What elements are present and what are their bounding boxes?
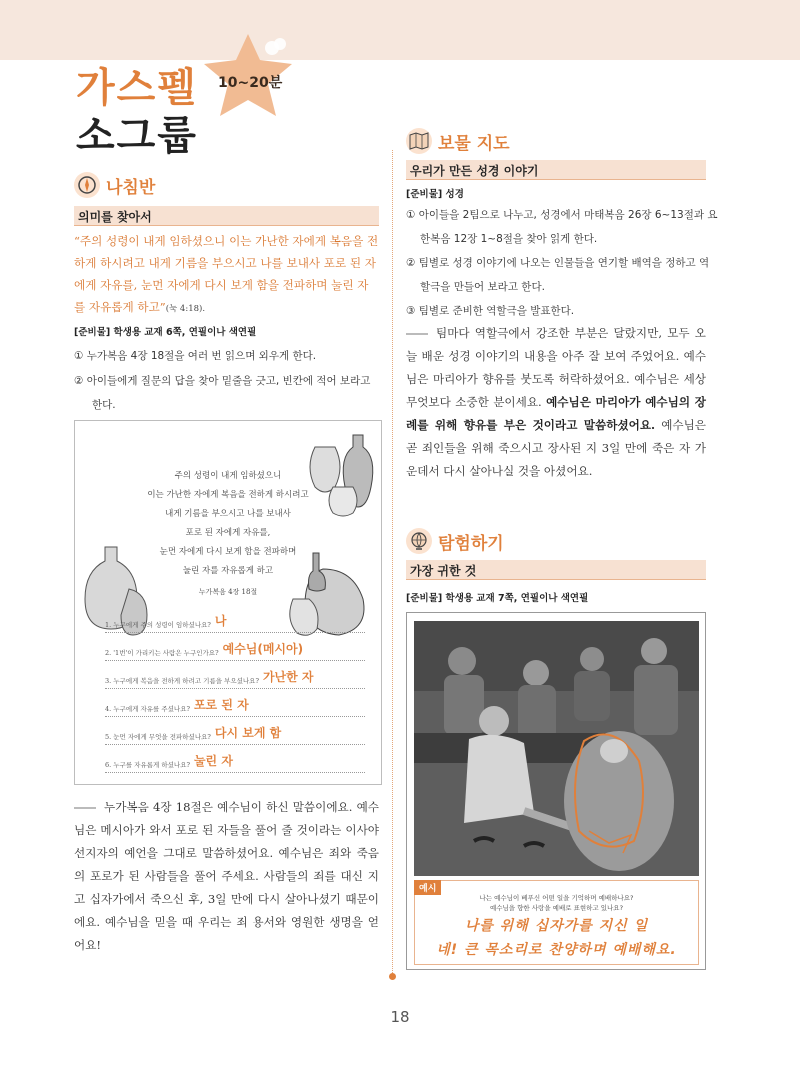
ws-question-2 [105,639,365,661]
header-band [0,0,800,60]
ws-answer-3: 가난한 자 [262,670,314,684]
map-icon [406,128,432,154]
ws-line-5: 눈먼 자에게 다시 보게 함을 전파하며 [159,547,297,557]
map-step-1-cont: 한복음 12장 1~8절을 찾아 읽게 한다. [420,233,598,245]
map-paragraph-b: 예수님은 곧 죄인들을 위해 죽으시고 장사된 지 3일 만에 죽은 자 가운데서 다시 살아나실 것을 아셨어요. [406,418,707,478]
mary-anointing-illustration [414,621,699,876]
page-title-line2: 소그룹 [76,113,198,159]
map-step-3: ③ 팀별로 준비한 역할극을 발표한다. [406,305,575,317]
map-paragraph [406,322,706,483]
section-map-subtitle: 우리가 만든 성경 이야기 [406,160,706,180]
worksheet-image [74,420,382,785]
compass-icon [74,172,100,198]
ws-line-3: 내게 기름을 부으시고 나를 보내사 [165,509,291,519]
compass-paragraph-text: 누가복음 4장 18절은 예수님이 하신 말씀이에요. 예수님은 메시아가 와서 포로 된 자들을 풀어 줄 것이라는 이사야 선지자의 예언을 그대로 말씀하셨어요. 예수님은 죄와 죽음의 포로가 된 사람들을 풀어 주세요. 사람들의 죄를 대신 지고 십자가에서 죽으신 후, 3일 만에 다시 살아나셨기 때문이에요. 예수님을 믿을 때 우리는 죄 용서와 영원한 생명을 얻어요! [74,800,379,952]
ws-line-1: 주의 성령이 내게 임하셨으니 [174,471,282,481]
ws-question-6 [105,751,365,773]
section-compass-subtitle: 의미를 찾아서 [74,206,379,226]
section-explore-header [406,528,504,554]
section-explore-subtitle: 가장 귀한 것 [406,560,706,580]
ws-question-3-text: 3. 누구에게 복음을 전하게 하려고 기름을 부으셨나요? [105,677,259,685]
divider-dot [389,973,396,980]
ws-question-2-text: 2. '1번'이 가리키는 사람은 누구인가요? [105,649,219,657]
example-answer-1: 나를 위해 십자가를 지신 일 [464,918,649,934]
section-compass-title: 나침반 [106,177,156,198]
example-question-2: 예수님을 향한 사랑을 예배로 표현하고 있나요? [489,904,624,912]
paragraph-dash [406,333,428,335]
column-divider [392,150,393,975]
prep-explore: [준비물] 학생용 교재 7쪽, 연필이나 색연필 [406,593,589,604]
verse-body: “주의 성령이 내게 임하셨으니 이는 가난한 자에게 복음을 전하게 하시려고 내게 기름을 부으시고 나를 보내사 포로 된 자에게 자유를, 눈먼 자에게 다시 보게 함을 전파하며 눌린 자를 자유롭게 하고” [74,234,379,314]
verse-reference: (눅 4:18). [165,304,206,314]
map-step-2-cont: 할극을 만들어 보라고 한다. [420,281,545,293]
map-step-2: ② 팀별로 성경 이야기에 나오는 인물들을 연기할 배역을 정하고 역 [406,257,710,269]
map-paragraph-bold: 예수님은 마리아가 예수님의 장례를 위해 향유를 부은 것이라고 말씀하셨어요. [406,395,706,432]
step-2: ② 아이들에게 질문의 답을 찾아 밑줄을 긋고, 빈칸에 적어 보라고 [74,375,371,387]
example-box [414,880,699,965]
paragraph-dash [74,807,96,809]
ws-line-6: 눌린 자를 자유롭게 하고 [182,566,274,576]
ws-question-1-text: 1. 누구에게 주의 성령이 임하셨나요? [105,621,211,629]
ws-question-6-text: 6. 누구를 자유롭게 하셨나요? [105,761,190,769]
explore-illustration [406,612,706,970]
compass-paragraph [74,796,379,957]
ws-question-3 [105,667,365,689]
step-2-cont: 한다. [92,399,116,411]
ws-question-4-text: 4. 누구에게 자유를 주셨나요? [105,705,190,713]
ws-answer-1: 나 [214,614,227,628]
prep-map: [준비물] 성경 [406,189,464,200]
ws-line-4: 포로 된 자에게 자유를, [185,528,271,538]
ws-question-5-text: 5. 눈먼 자에게 무엇을 전파하셨나요? [105,733,211,741]
ws-question-1 [105,611,365,633]
ws-answer-5: 다시 보게 함 [214,726,282,740]
ws-answer-4: 포로 된 자 [193,698,249,712]
example-tag: 예시 [414,880,441,895]
globe-icon [406,528,432,554]
map-step-1: ① 아이들을 2팀으로 나누고, 성경에서 마태복음 26장 6~13절과 요 [406,209,718,221]
section-map-title: 보물 지도 [438,133,510,154]
verse-text [74,230,379,320]
ws-answer-2: 예수님(메시아) [222,642,304,656]
example-answer-2: 네! 큰 목소리로 찬양하며 예배해요. [436,942,677,958]
ws-answer-6: 눌린 자 [193,754,233,768]
prep-compass: [준비물] 학생용 교재 6쪽, 연필이나 색연필 [74,327,257,338]
page-number: 18 [390,1008,410,1026]
section-map-header [406,128,510,154]
section-explore-title: 탐험하기 [438,533,504,554]
ws-question-4 [105,695,365,717]
ws-question-5 [105,723,365,745]
page-title-line1: 가스펠 [76,65,198,111]
step-1: ① 누가복음 4장 18절을 여러 번 읽으며 외우게 한다. [74,350,317,362]
ws-line-2: 이는 가난한 자에게 복음을 전하게 하시려고 [147,490,309,500]
section-compass-header [74,172,155,198]
time-badge: 10~20분 [218,75,283,91]
map-paragraph-a: 팀마다 역할극에서 강조한 부분은 달랐지만, 모두 오늘 배운 성경 이야기의 내용을 아주 잘 보여 주었어요. 예수님은 마리아가 향유를 붓도록 허락하셨어요. 예수님은 세상 무엇보다 소중한 분이세요. [406,326,706,409]
example-question-1: 나는 예수님이 베푸신 어떤 일을 기억하며 예배하나요? [479,894,634,902]
ws-reference: 누가복음 4장 18절 [198,588,258,596]
